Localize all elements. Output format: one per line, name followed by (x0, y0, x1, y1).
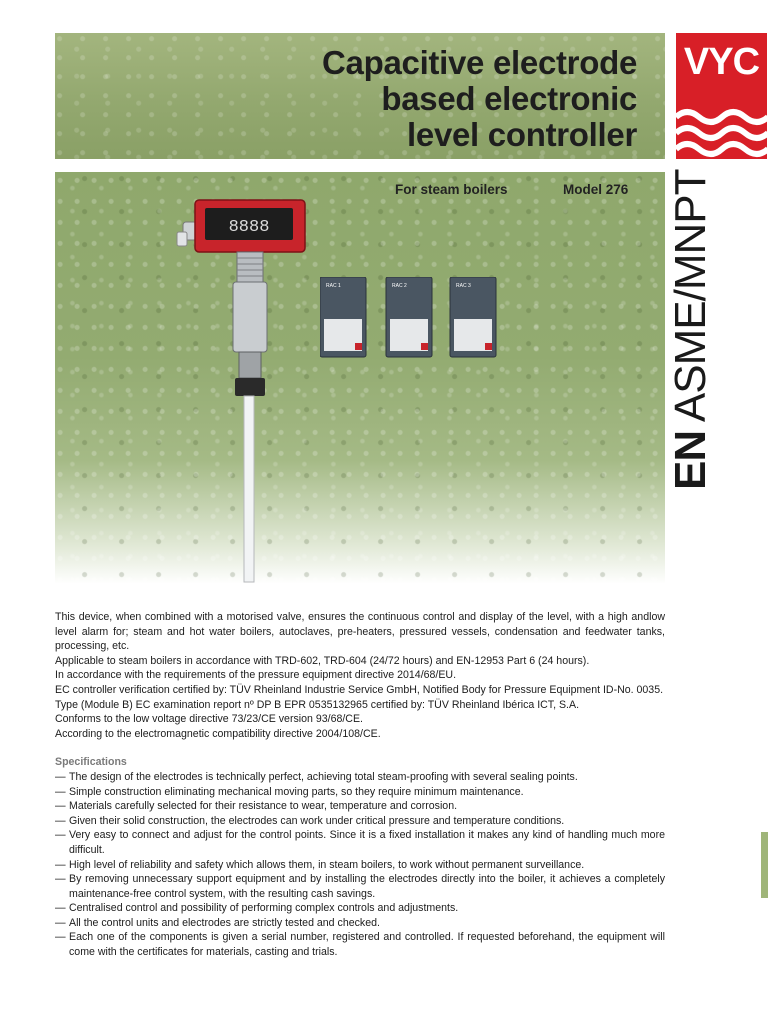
intro-paragraph: In accordance with the requirements of the pressure equipment directive 2014/68/EU. (55, 669, 457, 682)
standard-side-label (666, 160, 716, 490)
spec-item: — Given their solid construction, the electrodes can work under critical pressure and temperature conditions. (55, 814, 665, 829)
intro-section (55, 610, 665, 741)
spec-item: — The design of the electrodes is technically perfect, achieving total steam-proofing with several sealing points. (55, 770, 665, 785)
standard-name: ASME/MNPT (666, 169, 715, 431)
intro-paragraph: According to the electromagnetic compatibility directive 2004/108/CE. (55, 727, 381, 740)
spec-item: — Very easy to connect and adjust for the control points. Since it is a fixed installation it makes any kind of handling much more difficult. (55, 828, 665, 857)
document-body (55, 610, 665, 960)
spec-item: — Simple construction eliminating mechanical moving parts, so they require minimum maintenance. (55, 785, 665, 800)
controller-label: RAC 2 (392, 283, 407, 289)
spec-item: — By removing unnecessary support equipment and by installing the electrodes directly into the boiler, it achieves a completely maintenance-free control system, with the resulting cash savings. (55, 872, 665, 901)
title-line: level controller (407, 116, 637, 153)
application-subtitle: For steam boilers (395, 182, 508, 197)
document-title (322, 45, 637, 153)
title-line: Capacitive electrode (322, 44, 637, 81)
controller-label: RAC 1 (326, 283, 341, 289)
product-photo (55, 172, 665, 584)
spec-item: — Materials carefully selected for their resistance to wear, temperature and corrosion. (55, 799, 665, 814)
spec-item: — Each one of the components is given a serial number, registered and controlled. If requested beforehand, the equipment will come with the certificates for materials, casting and trials. (55, 930, 665, 959)
decorative-side-bar (761, 832, 768, 898)
model-subtitle: Model 276 (563, 182, 629, 197)
spec-item: — High level of reliability and safety which allows them, in steam boilers, to work without permanent surveillance. (55, 858, 665, 873)
language-code: EN (666, 430, 715, 490)
spec-item: — All the control units and electrodes are strictly tested and checked. (55, 916, 665, 931)
title-line: based electronic (381, 80, 637, 117)
specifications-list (55, 770, 665, 960)
controller-units-illustration (320, 277, 500, 367)
intro-paragraph: Applicable to steam boilers in accordance with TRD-602, TRD-604 (24/72 hours) and EN-12953 Part 6 (24 hours). (55, 654, 590, 667)
intro-paragraph: EC controller verification certified by: TÜV Rheinland Industrie Service GmbH, Notified Body for Pressure Equipment ID-No. 0035. (55, 683, 664, 696)
specifications-heading: Specifications (55, 756, 127, 769)
logo-text: VYC (683, 41, 760, 83)
intro-paragraph: Conforms to the low voltage directive 73/23/CE version 93/68/CE. (55, 713, 363, 726)
level-electrode-illustration (165, 172, 325, 584)
spec-item: — Centralised control and possibility of performing complex controls and adjustments. (55, 901, 665, 916)
title-banner (55, 33, 665, 159)
intro-paragraph: Type (Module B) EC examination report nº DP B EPR 0535132965 certified by: TÜV Rheinland Ibérica ICT, S.A. (55, 698, 580, 711)
display-readout: 8888 (228, 218, 270, 237)
water-waves-icon (676, 103, 767, 159)
controller-label: RAC 3 (456, 283, 471, 289)
intro-paragraph: This device, when combined with a motorised valve, ensures the continuous control and display of the level, with a high andlow level alarm for; steam and hot water boilers, autoclaves, pre-heaters, pressured vessels, condensation and feedwater tanks, processing, etc. (55, 611, 665, 653)
vyc-logo (676, 33, 767, 159)
